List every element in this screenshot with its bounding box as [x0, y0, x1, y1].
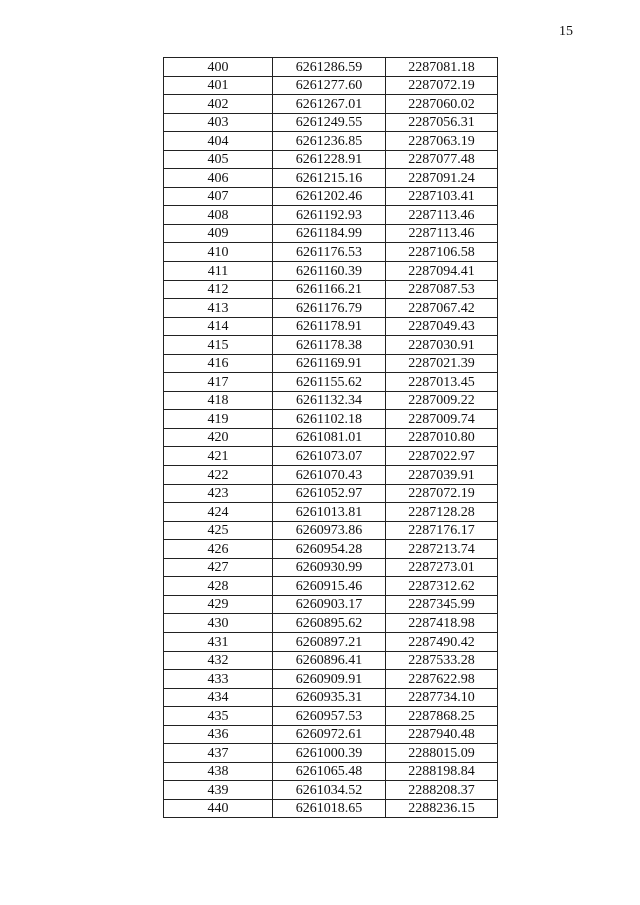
table-row: [164, 688, 498, 707]
x-coordinate-cell: 6260909.91: [273, 670, 386, 689]
y-coordinate-cell: 2287056.31: [386, 113, 498, 132]
coordinates-table: [163, 57, 498, 818]
table-row: [164, 484, 498, 503]
point-number-cell: 434: [164, 688, 273, 707]
y-coordinate-cell: 2287490.42: [386, 632, 498, 651]
y-coordinate-cell: 2287213.74: [386, 540, 498, 559]
x-coordinate-cell: 6260903.17: [273, 595, 386, 614]
y-coordinate-cell: 2287010.80: [386, 428, 498, 447]
point-number-cell: 425: [164, 521, 273, 540]
table-row: [164, 354, 498, 373]
y-coordinate-cell: 2287013.45: [386, 373, 498, 392]
y-coordinate-cell: 2287094.41: [386, 262, 498, 281]
x-coordinate-cell: 6261178.38: [273, 336, 386, 355]
coordinates-table-body: [164, 58, 498, 818]
y-coordinate-cell: 2287063.19: [386, 132, 498, 151]
point-number-cell: 407: [164, 187, 273, 206]
point-number-cell: 400: [164, 58, 273, 77]
y-coordinate-cell: 2287072.19: [386, 76, 498, 95]
x-coordinate-cell: 6260930.99: [273, 558, 386, 577]
y-coordinate-cell: 2287418.98: [386, 614, 498, 633]
point-number-cell: 440: [164, 799, 273, 818]
point-number-cell: 429: [164, 595, 273, 614]
point-number-cell: 422: [164, 466, 273, 485]
table-row: [164, 670, 498, 689]
table-row: [164, 521, 498, 540]
y-coordinate-cell: 2287273.01: [386, 558, 498, 577]
y-coordinate-cell: 2287868.25: [386, 707, 498, 726]
point-number-cell: 405: [164, 150, 273, 169]
x-coordinate-cell: 6260897.21: [273, 632, 386, 651]
x-coordinate-cell: 6261286.59: [273, 58, 386, 77]
y-coordinate-cell: 2288208.37: [386, 781, 498, 800]
y-coordinate-cell: 2287072.19: [386, 484, 498, 503]
table-row: [164, 299, 498, 318]
table-row: [164, 540, 498, 559]
table-row: [164, 95, 498, 114]
x-coordinate-cell: 6261277.60: [273, 76, 386, 95]
point-number-cell: 419: [164, 410, 273, 429]
x-coordinate-cell: 6261215.16: [273, 169, 386, 188]
x-coordinate-cell: 6260954.28: [273, 540, 386, 559]
point-number-cell: 413: [164, 299, 273, 318]
y-coordinate-cell: 2287128.28: [386, 503, 498, 522]
x-coordinate-cell: 6260973.86: [273, 521, 386, 540]
point-number-cell: 416: [164, 354, 273, 373]
y-coordinate-cell: 2287087.53: [386, 280, 498, 299]
y-coordinate-cell: 2287345.99: [386, 595, 498, 614]
y-coordinate-cell: 2287022.97: [386, 447, 498, 466]
x-coordinate-cell: 6261102.18: [273, 410, 386, 429]
x-coordinate-cell: 6261176.79: [273, 299, 386, 318]
table-row: [164, 317, 498, 336]
x-coordinate-cell: 6261236.85: [273, 132, 386, 151]
point-number-cell: 409: [164, 224, 273, 243]
x-coordinate-cell: 6261155.62: [273, 373, 386, 392]
table-row: [164, 632, 498, 651]
point-number-cell: 414: [164, 317, 273, 336]
point-number-cell: 426: [164, 540, 273, 559]
x-coordinate-cell: 6261073.07: [273, 447, 386, 466]
point-number-cell: 402: [164, 95, 273, 114]
point-number-cell: 435: [164, 707, 273, 726]
table-row: [164, 614, 498, 633]
point-number-cell: 410: [164, 243, 273, 262]
point-number-cell: 415: [164, 336, 273, 355]
table-row: [164, 744, 498, 763]
y-coordinate-cell: 2287030.91: [386, 336, 498, 355]
y-coordinate-cell: 2287940.48: [386, 725, 498, 744]
x-coordinate-cell: 6261228.91: [273, 150, 386, 169]
table-row: [164, 76, 498, 95]
y-coordinate-cell: 2288015.09: [386, 744, 498, 763]
table-row: [164, 651, 498, 670]
table-row: [164, 243, 498, 262]
table-row: [164, 466, 498, 485]
point-number-cell: 436: [164, 725, 273, 744]
table-row: [164, 187, 498, 206]
table-row: [164, 169, 498, 188]
x-coordinate-cell: 6260915.46: [273, 577, 386, 596]
table-row: [164, 58, 498, 77]
y-coordinate-cell: 2287533.28: [386, 651, 498, 670]
y-coordinate-cell: 2287049.43: [386, 317, 498, 336]
x-coordinate-cell: 6261267.01: [273, 95, 386, 114]
y-coordinate-cell: 2287113.46: [386, 224, 498, 243]
point-number-cell: 438: [164, 762, 273, 781]
table-row: [164, 132, 498, 151]
x-coordinate-cell: 6260935.31: [273, 688, 386, 707]
y-coordinate-cell: 2287106.58: [386, 243, 498, 262]
y-coordinate-cell: 2287622.98: [386, 670, 498, 689]
point-number-cell: 401: [164, 76, 273, 95]
x-coordinate-cell: 6261249.55: [273, 113, 386, 132]
point-number-cell: 412: [164, 280, 273, 299]
table-row: [164, 595, 498, 614]
page-number: 15: [559, 24, 573, 39]
y-coordinate-cell: 2287039.91: [386, 466, 498, 485]
table-row: [164, 577, 498, 596]
y-coordinate-cell: 2287067.42: [386, 299, 498, 318]
y-coordinate-cell: 2287009.22: [386, 391, 498, 410]
x-coordinate-cell: 6261013.81: [273, 503, 386, 522]
x-coordinate-cell: 6261000.39: [273, 744, 386, 763]
point-number-cell: 433: [164, 670, 273, 689]
table-row: [164, 725, 498, 744]
table-row: [164, 707, 498, 726]
point-number-cell: 420: [164, 428, 273, 447]
x-coordinate-cell: 6261081.01: [273, 428, 386, 447]
x-coordinate-cell: 6260957.53: [273, 707, 386, 726]
y-coordinate-cell: 2287103.41: [386, 187, 498, 206]
table-row: [164, 558, 498, 577]
y-coordinate-cell: 2287091.24: [386, 169, 498, 188]
y-coordinate-cell: 2287176.17: [386, 521, 498, 540]
y-coordinate-cell: 2287734.10: [386, 688, 498, 707]
point-number-cell: 427: [164, 558, 273, 577]
x-coordinate-cell: 6261169.91: [273, 354, 386, 373]
x-coordinate-cell: 6260896.41: [273, 651, 386, 670]
x-coordinate-cell: 6261160.39: [273, 262, 386, 281]
point-number-cell: 403: [164, 113, 273, 132]
point-number-cell: 430: [164, 614, 273, 633]
point-number-cell: 428: [164, 577, 273, 596]
y-coordinate-cell: 2287113.46: [386, 206, 498, 225]
point-number-cell: 408: [164, 206, 273, 225]
table-row: [164, 262, 498, 281]
table-row: [164, 447, 498, 466]
x-coordinate-cell: 6261070.43: [273, 466, 386, 485]
x-coordinate-cell: 6261065.48: [273, 762, 386, 781]
y-coordinate-cell: 2287060.02: [386, 95, 498, 114]
point-number-cell: 406: [164, 169, 273, 188]
x-coordinate-cell: 6261018.65: [273, 799, 386, 818]
table-row: [164, 410, 498, 429]
y-coordinate-cell: 2287021.39: [386, 354, 498, 373]
table-row: [164, 503, 498, 522]
x-coordinate-cell: 6260972.61: [273, 725, 386, 744]
point-number-cell: 421: [164, 447, 273, 466]
y-coordinate-cell: 2287312.62: [386, 577, 498, 596]
y-coordinate-cell: 2287081.18: [386, 58, 498, 77]
point-number-cell: 411: [164, 262, 273, 281]
point-number-cell: 431: [164, 632, 273, 651]
table-row: [164, 280, 498, 299]
table-row: [164, 781, 498, 800]
x-coordinate-cell: 6260895.62: [273, 614, 386, 633]
point-number-cell: 417: [164, 373, 273, 392]
table-row: [164, 113, 498, 132]
table-row: [164, 799, 498, 818]
x-coordinate-cell: 6261202.46: [273, 187, 386, 206]
table-row: [164, 391, 498, 410]
point-number-cell: 404: [164, 132, 273, 151]
x-coordinate-cell: 6261192.93: [273, 206, 386, 225]
y-coordinate-cell: 2287077.48: [386, 150, 498, 169]
x-coordinate-cell: 6261132.34: [273, 391, 386, 410]
table-row: [164, 428, 498, 447]
y-coordinate-cell: 2288198.84: [386, 762, 498, 781]
point-number-cell: 418: [164, 391, 273, 410]
point-number-cell: 432: [164, 651, 273, 670]
x-coordinate-cell: 6261034.52: [273, 781, 386, 800]
y-coordinate-cell: 2287009.74: [386, 410, 498, 429]
x-coordinate-cell: 6261176.53: [273, 243, 386, 262]
x-coordinate-cell: 6261184.99: [273, 224, 386, 243]
table-row: [164, 336, 498, 355]
point-number-cell: 423: [164, 484, 273, 503]
table-row: [164, 762, 498, 781]
y-coordinate-cell: 2288236.15: [386, 799, 498, 818]
x-coordinate-cell: 6261178.91: [273, 317, 386, 336]
table-row: [164, 150, 498, 169]
table-row: [164, 224, 498, 243]
point-number-cell: 439: [164, 781, 273, 800]
table-row: [164, 206, 498, 225]
point-number-cell: 437: [164, 744, 273, 763]
point-number-cell: 424: [164, 503, 273, 522]
x-coordinate-cell: 6261166.21: [273, 280, 386, 299]
x-coordinate-cell: 6261052.97: [273, 484, 386, 503]
table-row: [164, 373, 498, 392]
